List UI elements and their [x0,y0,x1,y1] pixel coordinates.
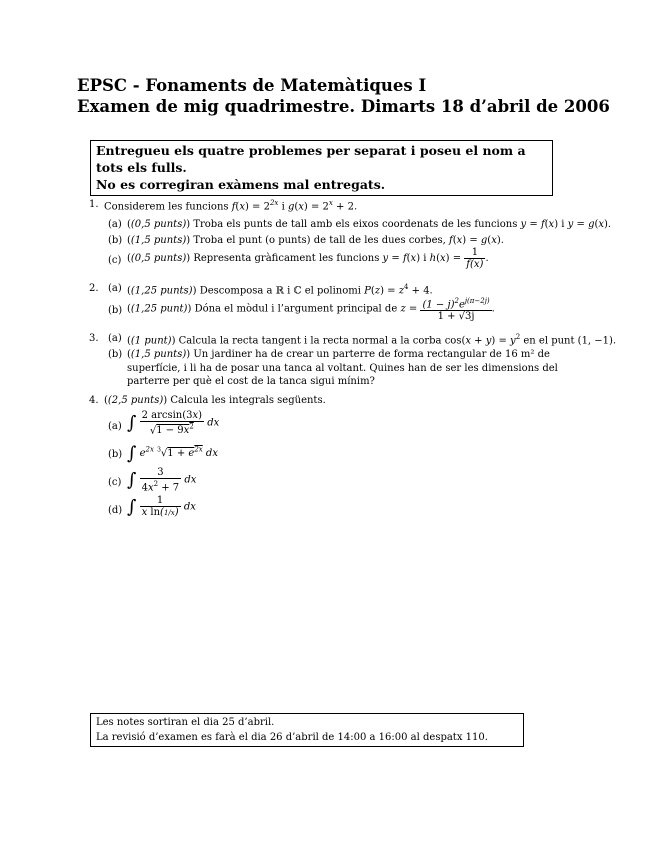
problem-3a-points: (1 punt) [130,335,172,347]
problem-1b-statement: Troba el punt (o punts) de tall de les dues corbes, [193,235,446,246]
problem-1c-statement: Representa gràficament les funcions [193,253,380,264]
problem-3a-statement-end: en el punt (1, −1). [523,335,617,347]
problem-1c-text: ((0,5 punts)) Representa gràficament les funcions y = f(x) i h(x) = $\frac{1}{f(x)}$ . [127,247,489,270]
problem-1c-label: (c) [108,255,122,266]
problem-4d-label: (d) [108,505,123,516]
problem-3b-points: (1,5 punts) [130,349,187,360]
integral-c: ∫ $\frac{3}{4x^2 + 7}$ dx [127,467,197,494]
problem-2b-points: (1,25 punt) [130,303,188,315]
problem-2-number: 2. [89,283,99,294]
instructions-line-2: No es corregiran exàmens mal entregats. [96,177,386,192]
problem-2b-statement: Dóna el mòdul i l’argument principal de [194,303,398,315]
instructions-box [90,140,553,196]
problem-2a-points: (1,25 punts) [130,285,193,297]
problem-2b-label: (b) [108,305,123,316]
problem-4-intro: ((2,5 punts)) Calcula les integrals següents. [104,395,326,406]
review-info-box [90,713,524,747]
problem-4a-label: (a) [108,421,122,432]
instructions-line-1: Entregueu els quatre problemes per separat i poseu el nom a tots els fulls. [96,143,526,175]
problem-1-number: 1. [89,199,99,210]
problem-1-intro-text: Considerem les funcions [104,201,229,213]
exam-session-title: Examen de mig quadrimestre. Dimarts 18 d’abril de 2006 [77,97,610,116]
problem-1b-text: ((1,5 punts)) Troba el punt (o punts) de tall de les dues corbes, f(x) = g(x). [127,235,504,246]
problem-4-points: (2,5 punts) [107,395,164,406]
problem-4c-label: (c) [108,477,122,488]
problem-4-statement: Calcula les integrals següents. [170,395,326,406]
problem-1-intro: Considerem les funcions $f(x) = 2^{2x}$ i $g(x) = 2^x + 2$. [104,199,358,213]
problem-3-number: 3. [89,333,99,344]
problem-3b-label: (b) [108,349,123,360]
problem-3a-statement: Calcula la recta tangent i la recta normal a la corba [178,335,442,347]
problem-1c-points: (0,5 punts) [130,253,187,264]
problem-3a-label: (a) [108,333,122,344]
problem-3b-statement: Un jardiner ha de crear un parterre de forma rectangular de 16 m² de superfície, i li ha de posar una tanca al voltant. Quines han de ser les dimensions del parterre per què el cost de la tanca sigui mínim? [127,349,558,387]
problem-1b-points: (1,5 punts) [130,235,187,246]
integral-b: ∫ $e^{2x}$ $^3√1 + e^{2x}$ dx [127,443,218,464]
integral-a: ∫ $\frac{2 \arcsin(3x)}{√1 - 9x^2}$ dx [127,410,220,437]
exam-course-title: EPSC - Fonaments de Matemàtiques I [77,76,427,95]
problem-1a-text: ((0,5 punts)) Troba els punts de tall amb els eixos coordenats de les funcions y = f(x) i y = g(x). [127,219,612,230]
problem-3a-text: ((1 punt)) Calcula la recta tangent i la recta normal a la corba $\cos(x + y) = y^2$ en el punt (1, −1). [127,333,617,347]
problem-1a-statement: Troba els punts de tall amb els eixos coordenats de les funcions [193,219,518,230]
problem-2a-label: (a) [108,283,122,294]
problem-1a-label: (a) [108,219,122,230]
integral-d: ∫ $\frac{1}{\text{x ln(1/x)}}$ dx [127,495,196,518]
problem-1a-points: (0,5 punts) [130,219,187,230]
problem-3b-text: ((1,5 punts)) Un jardiner ha de crear un parterre de forma rectangular de 16 m² de superfície, i li ha de posar una tanca al voltant. Quines han de ser les dimensions del parterre per què el cost de la tanca sigui mínim? [127,349,558,387]
problem-4b-label: (b) [108,449,123,460]
problem-1-intro-dot: . [353,201,358,213]
grades-date-line: Les notes sortiran el dia 25 d’abril. [96,717,275,728]
review-date-line: La revisió d’examen es farà el dia 26 d’abril de 14:00 a 16:00 al despatx 110. [96,732,488,743]
problem-4-number: 4. [89,395,99,406]
problem-2a-text: ((1,25 punts)) Descomposa a ℝ i ℂ el polinomi $P(z) = z^4 + 4$. [127,283,433,297]
problem-2a-statement: Descomposa a ℝ i ℂ el polinomi [199,285,361,297]
problem-1-intro-and: i [281,201,285,213]
problem-1b-label: (b) [108,235,123,246]
problem-2b-text: ((1,25 punt)) Dóna el mòdul i l’argument principal de z = $\frac{(1 - j)^2e^{j(\pi-2j)}}{1 + √3j}$ . [127,297,495,323]
